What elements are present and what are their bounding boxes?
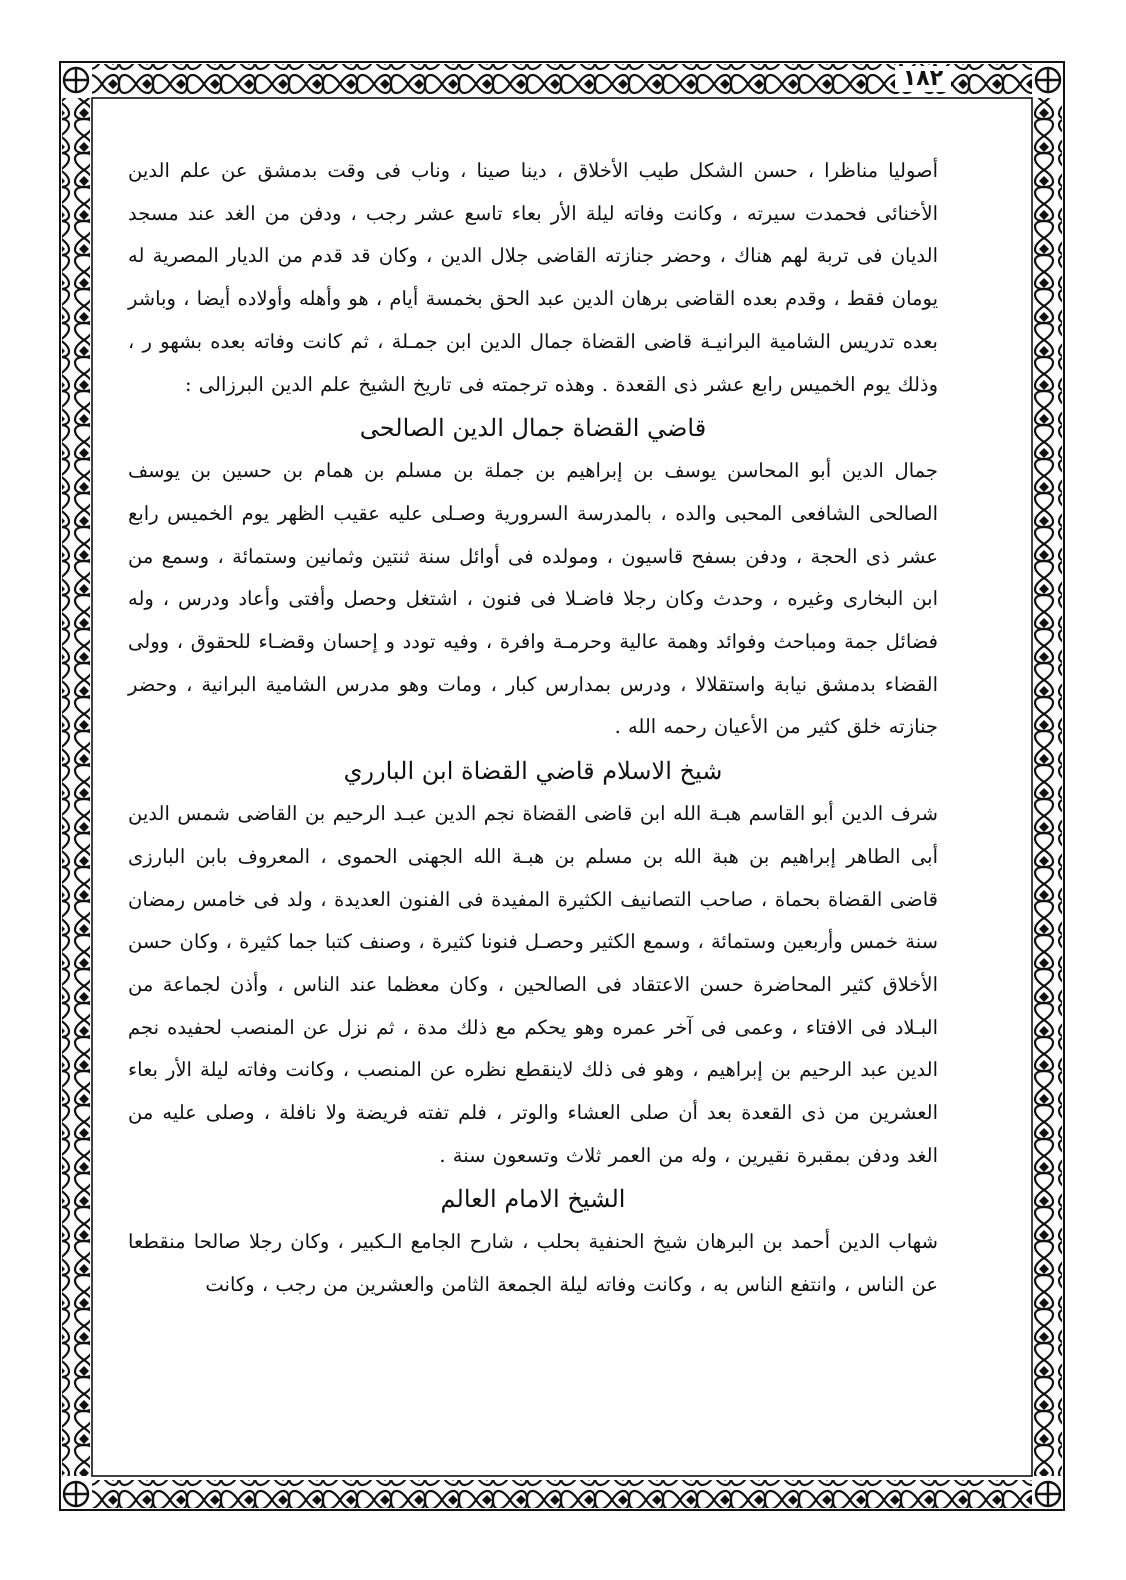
heading-ibn-al-barizi: شيخ الاسلام قاضي القضاة ابن البارري bbox=[343, 757, 723, 786]
paragraph-jamal-al-din: جمال الدين أبو المحاسن يوسف بن إبراهيم بن جملة بن مسلم بن همام بن حسين بن يوسف الصالحى الشافعى المحبى والده ، بالمدرسة السرورية وصـلى عليه عقيب الظهر يوم الخميس رابع عشر ذى الحجة ، ودفن بسفح قاسيون ، ومولده فى أوائل سنة ثنتين وثمانين وستمائة ، وسمع من ابن البخارى وغيره ، وحدث وكان رجلا فاضـلا فى فنون ، اشتغل وحصل وأفتى وأعاد ودرس ، وله فضائل جمة ومباحث وفوائد وهمة عالية وحرمـة وافرة ، وفيه تودد و إحسان وقضـاء للحقوق ، وولى القضاء بدمشق نيابة واستقلالا ، ودرس بمدارس كبار ، ومات وهو مدرس الشامية البرانية ، وحضر جنازته خلق كثير من الأعيان رحمه الله . bbox=[128, 459, 938, 739]
heading-shaykh-al-imam: الشيخ الامام العالم bbox=[440, 1185, 626, 1214]
paragraph-opening: أصوليا مناظرا ، حسن الشكل طيب الأخلاق ، دينا صينا ، وناب فى وقت بدمشق عن علم الدين الأخنائى فحمدت سيرته ، وكانت وفاته ليلة الأر بعاء تاسع عشر رجب ، ودفن من الغد عند مسجد الديان فى تربة لهم هناك ، وحضر جنازته القاضى جلال الدين ، وكان قد قدم من الديار المصرية له يومان فقط ، وقدم بعده القاضى برهان الدين عبد الحق بخمسة أيام ، هو وأهله وأولاده أيضا ، وباشر بعده تدريس الشامية البرانيـة قاضى القضاة جمال الدين ابن جمـلة ، ثم كانت وفاته بعده بشهو ر ، وذلك يوم الخميس رابع عشر ذى القعدة . وهذه ترجمته فى تاريخ الشيخ علم الدين البرزالى : bbox=[128, 159, 938, 396]
page-number: ١٨٢ bbox=[895, 66, 951, 92]
heading-jamal-al-din: قاضي القضاة جمال الدين الصالحى bbox=[359, 414, 707, 443]
page-body bbox=[128, 150, 938, 1490]
paragraph-shihab-al-din: شهاب الدين أحمد بن البرهان شيخ الحنفية بحلب ، شارح الجامع الـكبير ، وكان رجلا صالحا منقطعا عن الناس ، وانتفع الناس به ، وكانت وفاته ليلة الجمعة الثامن والعشرين من رجب ، وكانت bbox=[128, 1230, 938, 1297]
paragraph-ibn-al-barizi: شرف الدين أبو القاسم هبـة الله ابن قاضى القضاة نجم الدين عبـد الرحيم بن القاضى شمس الدين أبى الطاهر إبراهيم بن هبة الله بن مسلم بن هبـة الله الجهنى الحموى ، المعروف بابن البارزى قاضى القضاة بحماة ، صاحب التصانيف الكثيرة المفيدة فى الفنون العديدة ، ولد فى خامس رمضان سنة خمس وأربعين وستمائة ، وسمع الكثير وحصـل فنونا كثيرة ، وصنف كتبا جما كثيرة ، وكان حسن الأخلاق كثير المحاضرة حسن الاعتقاد فى الصالحين ، وكان معظما عند الناس ، وأذن لجماعة من البـلاد فى الافتاء ، وعمى فى آخر عمره وهو يحكم مع ذلك مدة ، ثم نزل عن المنصب لحفيده نجم الدين عبد الرحيم بن إبراهيم ، وهو فى ذلك لاينقطع نظره عن المنصب ، وكانت وفاته ليلة الأر بعاء العشرين من ذى القعدة بعد أن صلى العشاء والوتر ، فلم تفته فريضة ولا نافلة ، وصلى عليه من الغد ودفن بمقبرة نقيرين ، وله من العمر ثلاث وتسعون سنة . bbox=[128, 802, 938, 1167]
